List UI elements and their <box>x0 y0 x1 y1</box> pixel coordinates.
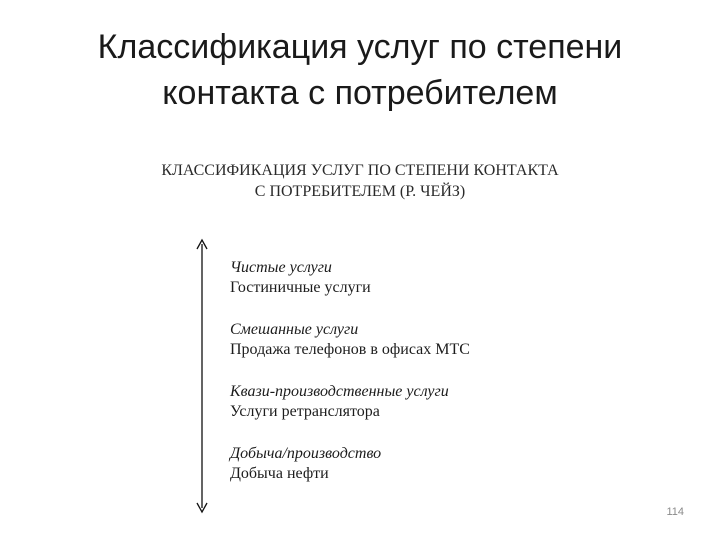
service-example: Гостиничные услуги <box>230 279 371 296</box>
figure-heading <box>130 160 590 202</box>
service-category: Смешанные услуги <box>230 321 359 338</box>
slide-title-line-1: Классификация услуг по степени <box>97 28 623 66</box>
service-example: Продажа телефонов в офисах МТС <box>230 341 470 358</box>
service-example: Услуги ретранслятора <box>230 403 380 420</box>
slide-title <box>40 24 680 116</box>
service-category: Добыча/производство <box>230 445 382 462</box>
service-category: Чистые услуги <box>230 259 332 276</box>
figure-heading-line-2: С ПОТРЕБИТЕЛЕМ (Р. ЧЕЙЗ) <box>254 183 466 200</box>
service-group-quasi-manufacturing <box>230 382 630 444</box>
service-group-mixed <box>230 320 630 382</box>
service-group-manufacturing <box>230 444 630 506</box>
slide-title-line-2: контакта с потребителем <box>162 74 558 112</box>
service-category: Квази-производственные услуги <box>230 383 449 400</box>
service-group-pure <box>230 258 630 320</box>
service-example: Добыча нефти <box>230 465 329 482</box>
service-classification-list <box>230 258 630 506</box>
page-number: 114 <box>666 506 684 518</box>
contact-scale-double-arrow <box>193 238 211 514</box>
figure-heading-line-1: КЛАССИФИКАЦИЯ УСЛУГ ПО СТЕПЕНИ КОНТАКТА <box>161 162 559 179</box>
